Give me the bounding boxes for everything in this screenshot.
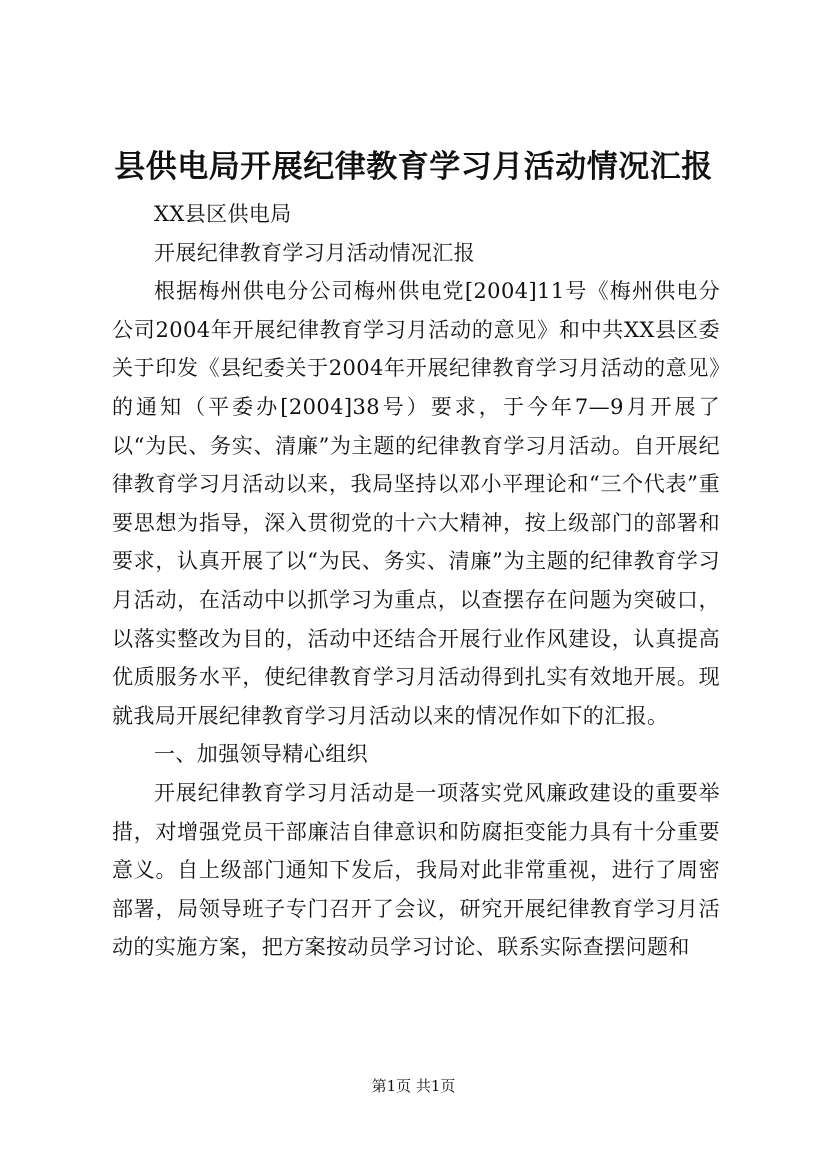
- document-title: 县供电局开展纪律教育学习月活动情况汇报: [114, 149, 713, 185]
- issuer-line: XX县区供电局: [154, 202, 292, 226]
- report-subtitle: 开展纪律教育学习月活动情况汇报: [154, 240, 475, 265]
- page-footer: 第1页 共1页: [371, 1077, 456, 1095]
- section-heading-1: 一、加强领导精心组织: [154, 742, 368, 767]
- section-1-paragraph: 开展纪律教育学习月活动是一项落实党风廉政建设的重要举措，对增强党员干部廉洁自律意识和防腐拒变能力具有十分重要意义。自上级部门通知下发后，我局对此非常重视，进行了周密部署，局领导班子专门召开了会议，研究开展纪律教育学习月活动的实施方案，把方案按动员学习讨论、联系实际查摆问题和: [112, 780, 720, 960]
- intro-paragraph: 根据梅州供电分公司梅州供电党[2004]11号《梅州供电分公司2004年开展纪律教育学习月活动的意见》和中共XX县区委关于印发《县纪委关于2004年开展纪律教育学习月活动的意见》的通知（平委办[2004]38号）要求，于今年7—9月开展了以“为民、务实、清廉”为主题的纪律教育学习月活动。自开展纪律教育学习月活动以来，我局坚持以邓小平理论和“三个代表”重要思想为指导，深入贯彻党的十六大精神，按上级部门的部署和要求，认真开展了以“为民、务实、清廉”为主题的纪律教育学习月活动，在活动中以抓学习为重点，以查摆存在问题为突破口，以落实整改为目的，活动中还结合开展行业作风建设，认真提高优质服务水平，使纪律教育学习月活动得到扎实有效地开展。现就我局开展纪律教育学习月活动以来的情况作如下的汇报。: [112, 279, 720, 728]
- document-body: [112, 195, 720, 967]
